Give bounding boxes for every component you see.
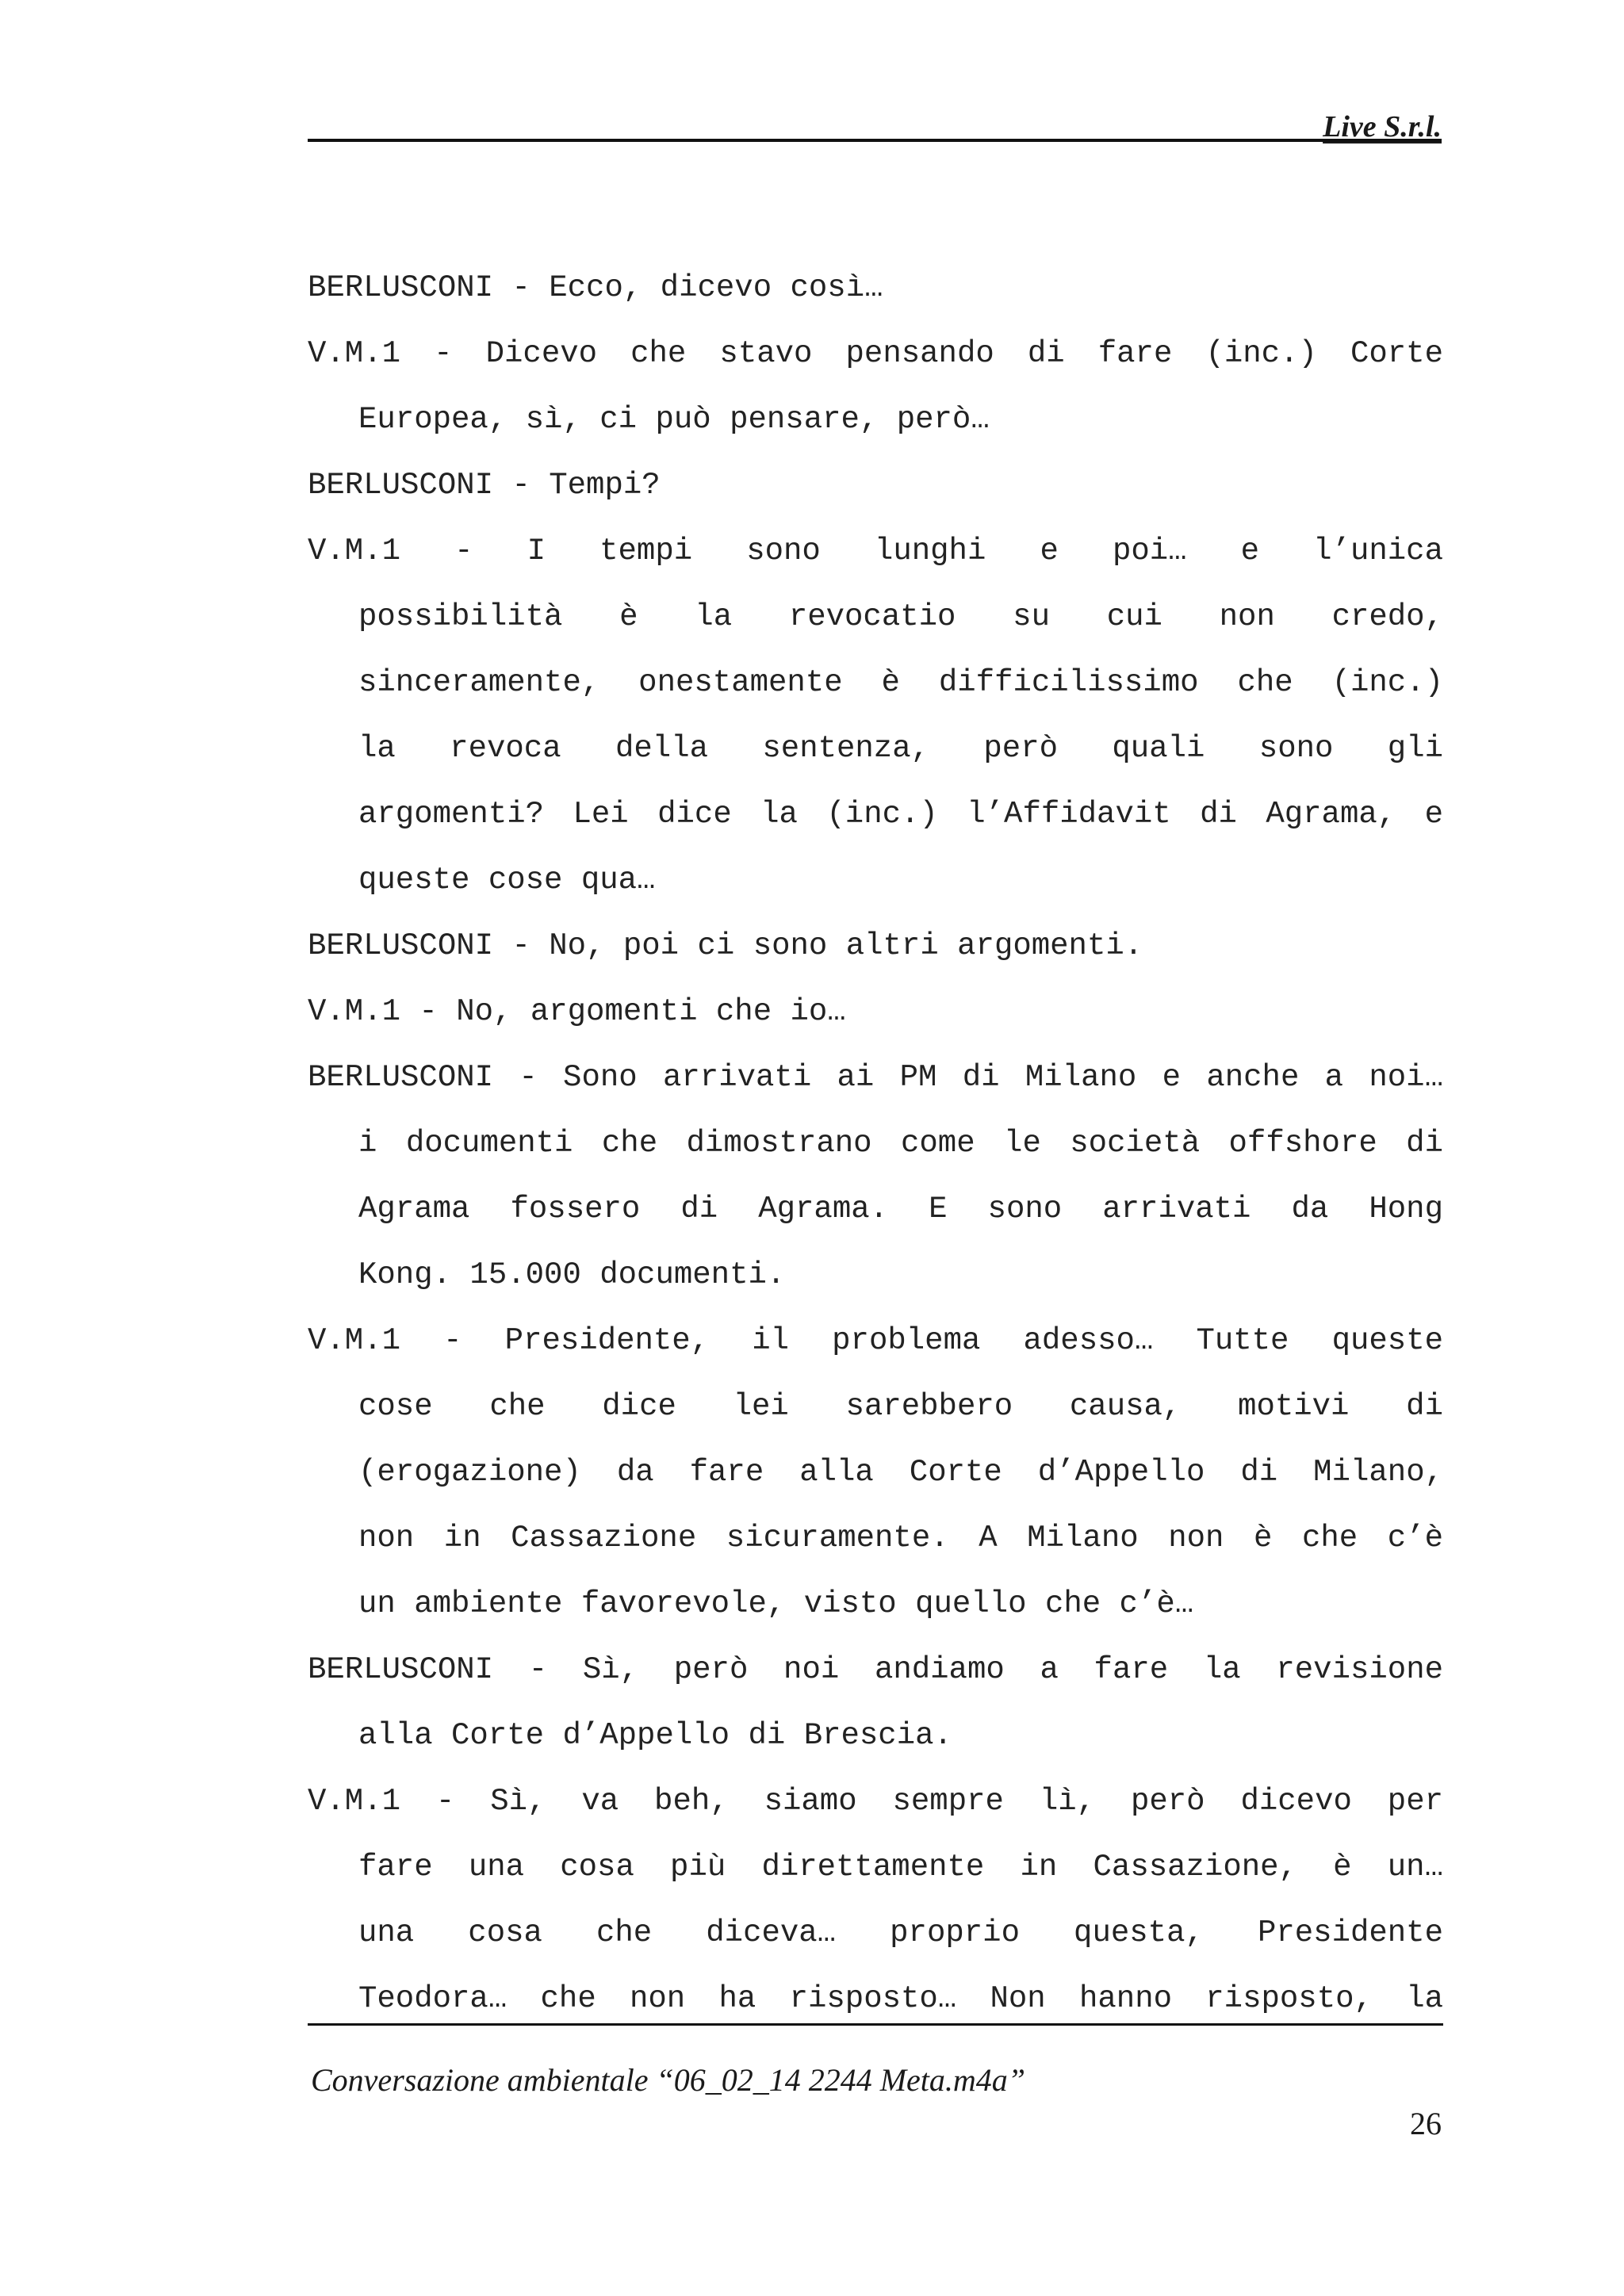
transcript-line: BERLUSCONI - Tempi? bbox=[308, 468, 661, 503]
transcript-line: cose che dice lei sarebbero causa, motivi di bbox=[358, 1389, 1443, 1424]
transcript-line: un ambiente favorevole, visto quello che c’è… bbox=[358, 1586, 1194, 1621]
transcript-line: V.M.1 - No, argomenti che io… bbox=[308, 994, 846, 1029]
transcript-line: Europea, sì, ci può pensare, però… bbox=[358, 402, 990, 437]
footer-caption: Conversazione ambientale “06_02_14 2244 Meta.m4a” bbox=[311, 2062, 1026, 2098]
page-number: 26 bbox=[1410, 2106, 1442, 2141]
transcript-line: la revoca della sentenza, però quali sono gli bbox=[358, 731, 1443, 766]
transcript-line: alla Corte d’Appello di Brescia. bbox=[358, 1718, 952, 1753]
footer-rule bbox=[308, 2023, 1443, 2026]
transcript-line: possibilità è la revocatio su cui non credo, bbox=[358, 599, 1443, 634]
transcript-line: BERLUSCONI - No, poi ci sono altri argomenti. bbox=[308, 928, 1143, 963]
transcript-line: argomenti? Lei dice la (inc.) l’Affidavit di Agrama, e bbox=[358, 797, 1443, 832]
transcript-line: (erogazione) da fare alla Corte d’Appello di Milano, bbox=[358, 1455, 1443, 1490]
transcript-line: i documenti che dimostrano come le società offshore di bbox=[358, 1126, 1443, 1161]
header-rule bbox=[308, 139, 1442, 142]
transcript-body bbox=[308, 255, 1443, 2032]
transcript-line: Teodora… che non ha risposto… Non hanno risposto, la bbox=[358, 1981, 1443, 2016]
transcript-line: Agrama fossero di Agrama. E sono arrivati da Hong bbox=[358, 1192, 1443, 1226]
transcript-line: queste cose qua… bbox=[358, 863, 656, 897]
transcript-line: V.M.1 - Presidente, il problema adesso… Tutte queste bbox=[308, 1323, 1443, 1358]
transcript-line: sinceramente, onestamente è difficilissimo che (inc.) bbox=[358, 665, 1443, 700]
transcript-line: Kong. 15.000 documenti. bbox=[358, 1257, 786, 1292]
transcript-line: BERLUSCONI - Sì, però noi andiamo a fare la revisione bbox=[308, 1652, 1443, 1687]
transcript-line: non in Cassazione sicuramente. A Milano non è che c’è bbox=[358, 1521, 1443, 1556]
transcript-line: fare una cosa più direttamente in Cassazione, è un… bbox=[358, 1850, 1443, 1885]
transcript-line: V.M.1 - Sì, va beh, siamo sempre lì, però dicevo per bbox=[308, 1784, 1443, 1819]
transcript-line: V.M.1 - I tempi sono lunghi e poi… e l’unica bbox=[308, 534, 1443, 568]
transcript-line: BERLUSCONI - Ecco, dicevo così… bbox=[308, 270, 883, 305]
transcript-line: V.M.1 - Dicevo che stavo pensando di fare (inc.) Corte bbox=[308, 336, 1443, 371]
transcript-line: una cosa che diceva… proprio questa, Presidente bbox=[358, 1915, 1443, 1950]
transcript-line: BERLUSCONI - Sono arrivati ai PM di Milano e anche a noi… bbox=[308, 1060, 1443, 1095]
header-company-name: Live S.r.l. bbox=[1323, 110, 1442, 144]
